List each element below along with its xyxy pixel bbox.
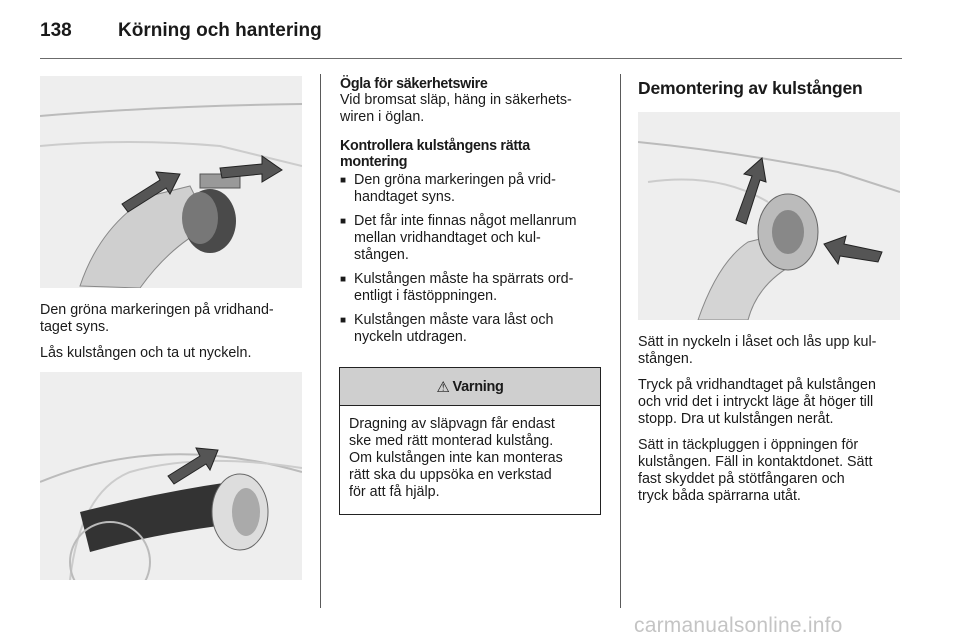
warning-body: Dragning av släpvagn får endast ske med rätt monterad kulstång. Om kulstången inte kan monteras rätt ska du uppsöka en verkstad för att få hjälp. bbox=[349, 416, 563, 500]
list-item: ■ Kulstången måste vara låst och nyckeln utdragen. bbox=[340, 312, 610, 346]
warning-triangle-icon: ⚠ bbox=[436, 378, 450, 396]
column-divider-1 bbox=[320, 74, 321, 608]
warning-box bbox=[339, 367, 601, 515]
column-divider-2 bbox=[620, 74, 621, 608]
page-number: 138 bbox=[40, 20, 72, 41]
right-text bbox=[638, 334, 908, 514]
paragraph-safety-wire: Vid bromsat släp, häng in säkerhets- wiren i öglan. bbox=[340, 92, 572, 125]
middle-text bbox=[340, 76, 610, 353]
illustration-removal bbox=[638, 112, 900, 320]
warning-header bbox=[340, 368, 600, 406]
page-header bbox=[40, 20, 322, 46]
list-item: ■ Det får inte finnas något mellanrum mellan vridhandtaget och kul- stången. bbox=[340, 213, 610, 264]
paragraph-cover-plug: Sätt in täckpluggen i öppningen för kulstången. Fäll in kontaktdonet. Sätt fast skyddet på stötfångaren och tryck båda spärrarna utåt. bbox=[638, 437, 873, 504]
heading-check-mounting: Kontrollera kulstångens rätta montering bbox=[340, 138, 530, 170]
header-divider bbox=[40, 58, 902, 59]
page-title: Körning och hantering bbox=[118, 20, 322, 41]
illustration-towbar-marking bbox=[40, 76, 302, 288]
left-text bbox=[40, 302, 310, 371]
section-title: Demontering av kulstången bbox=[638, 78, 863, 98]
heading-safety-wire: Ögla för säkerhetswire bbox=[340, 76, 488, 92]
warning-title: Varning bbox=[452, 378, 504, 395]
list-item: ■ Kulstången måste ha spärrats ord- entligt i fästöppningen. bbox=[340, 271, 610, 305]
check-list bbox=[340, 172, 610, 346]
paragraph-unlock: Sätt in nyckeln i låset och lås upp kul- stången. bbox=[638, 334, 877, 367]
watermark: carmanualsonline.info bbox=[634, 614, 843, 637]
paragraph-turn-handle: Tryck på vridhandtaget på kulstången och vrid det i intryckt läge åt höger till stopp. Dra ut kulstången neråt. bbox=[638, 377, 876, 427]
list-item: ■ Den gröna markeringen på vrid- handtaget syns. bbox=[340, 172, 610, 206]
caption-lock: Lås kulstången och ta ut nyckeln. bbox=[40, 345, 252, 361]
illustration-lock-key bbox=[40, 372, 302, 580]
caption-marking: Den gröna markeringen på vridhand- taget syns. bbox=[40, 302, 274, 335]
